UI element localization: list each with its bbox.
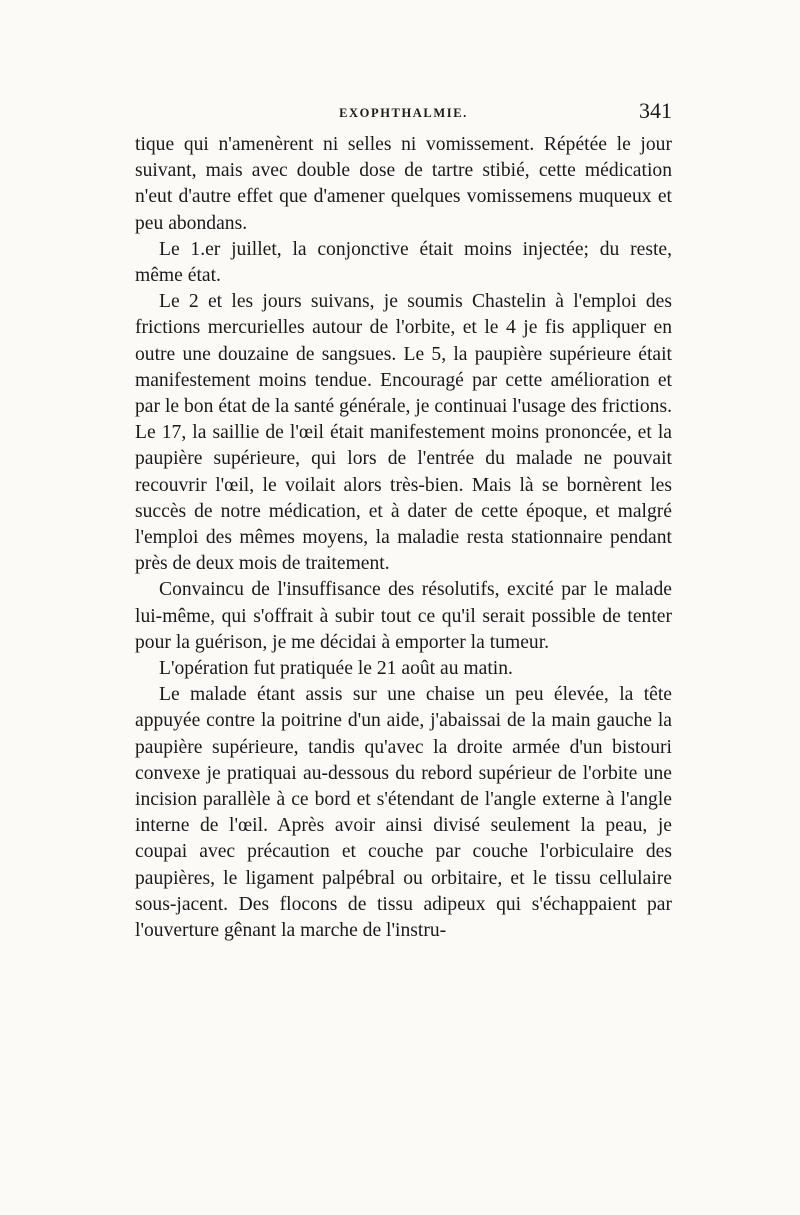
page-number: 341	[639, 98, 672, 123]
body-text	[135, 132, 672, 944]
paragraph-treatment: Le 2 et les jours suivans, je soumis Chastelin à l'emploi des frictions mercurielles autour de l'orbite, et le 4 je fis appliquer en outre une douzaine de sangsues. Le 5, la paupière supérieure était manifestement moins tendue. Encouragé par cette amélioration et par le bon état de la santé générale, je continuai l'usage des frictions. Le 17, la saillie de l'œil était manifestement moins prononcée, et la paupière supérieure, qui lors de l'entrée du malade ne pouvait recouvrir l'œil, le voilait alors très-bien. Mais là se bornèrent les succès de notre médication, et à dater de cette époque, et malgré l'emploi des mêmes moyens, la maladie resta stationnaire pendant près de deux mois de traitement.	[135, 291, 672, 575]
paragraph-decision: Convaincu de l'insuffisance des résolutifs, excité par le malade lui-même, qui s'offrait à subir tout ce qu'il serait possible de tenter pour la guérison, je me décidai à emporter la tumeur.	[135, 579, 672, 653]
running-title: EXOPHTHALMIE.	[339, 106, 468, 120]
paragraph-operation-date: L'opération fut pratiquée le 21 août au matin.	[159, 658, 513, 680]
running-head	[135, 78, 672, 123]
paragraph-operation: Le malade étant assis sur une chaise un peu élevée, la tête appuyée contre la poitrine d'un aide, j'abaissai de la main gauche la paupière supérieure, tandis qu'avec la droite armée d'un bistouri convexe je pratiquai au-dessous du rebord supérieur de l'orbite une incision parallèle à ce bord et s'étendant de l'angle externe à l'angle interne de l'œil. Après avoir ainsi divisé seulement la peau, je coupai avec précaution et couche par couche l'orbiculaire des paupières, le ligament palpébral ou orbitaire, et le tissu cellulaire sous-jacent. Des flocons de tissu adipeux qui s'échappaient par l'ouverture gênant la marche de l'instru-	[135, 684, 672, 942]
paragraph-july-1: Le 1.er juillet, la conjonctive était moins injectée; du reste, même état.	[135, 238, 672, 287]
paragraph-continuation: tique qui n'amenèrent ni selles ni vomissement. Répétée le jour suivant, mais avec double dose de tartre stibié, cette médication n'eut d'autre effet que d'amener quelques vomissemens muqueux et peu abondans.	[135, 134, 672, 234]
